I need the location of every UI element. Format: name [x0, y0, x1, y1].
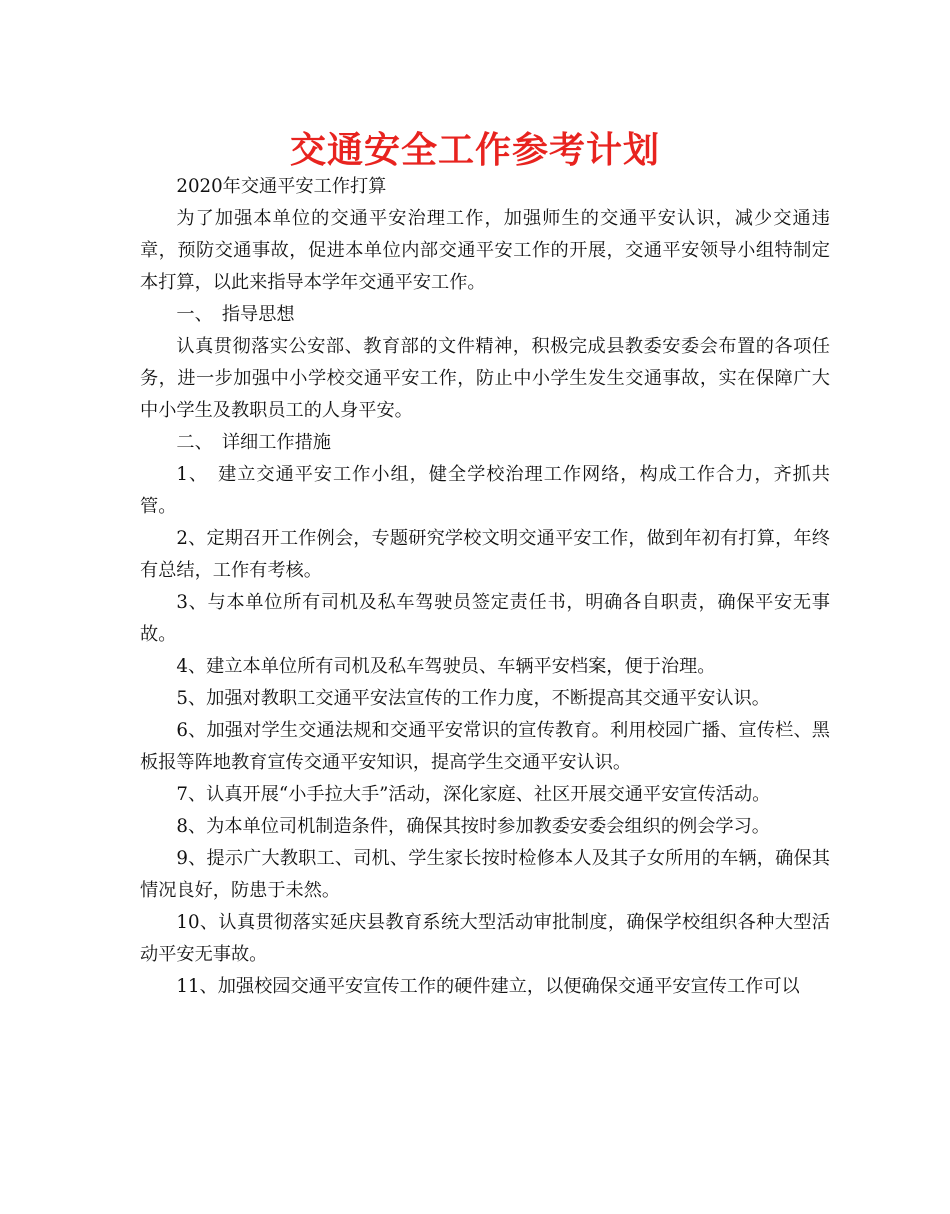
document-body — [140, 171, 830, 1003]
list-item-measure-11: 11、加强校园交通平安宣传工作的硬件建立，以便确保交通平安宣传工作可以 — [176, 976, 800, 997]
section-heading-measures: 二、 详细工作措施 — [176, 432, 331, 453]
list-item-measure-7: 7、认真开展“小手拉大手”活动，深化家庭、社区开展交通平安宣传活动。 — [176, 784, 771, 805]
section-heading-guiding-ideology: 一、 指导思想 — [176, 304, 295, 325]
list-item-measure-3: 3、与本单位所有司机及私车驾驶员签定责任书，明确各自职责，确保平安无事故。 — [140, 592, 830, 645]
list-item-measure-9: 9、提示广大教职工、司机、学生家长按时检修本人及其子女所用的车辆，确保其情况良好，防患于未然。 — [140, 848, 830, 901]
paragraph-subtitle: 2020年交通平安工作打算 — [176, 176, 387, 197]
document-title: 交通安全工作参考计划 — [289, 130, 660, 171]
paragraph-guiding-ideology: 认真贯彻落实公安部、教育部的文件精神，积极完成县教委安委会布置的各项任务，进一步加强中小学校交通平安工作，防止中小学生发生交通事故，实在保障广大中小学生及教职员工的人身平安。 — [140, 336, 830, 421]
list-item-measure-5: 5、加强对教职工交通平安法宣传的工作力度，不断提高其交通平安认识。 — [176, 688, 770, 709]
list-item-measure-8: 8、为本单位司机制造条件，确保其按时参加教委安委会组织的例会学习。 — [176, 816, 770, 837]
paragraph-intro: 为了加强本单位的交通平安治理工作，加强师生的交通平安认识，减少交通违章，预防交通事故，促进本单位内部交通平安工作的开展，交通平安领导小组特制定本打算，以此来指导本学年交通平安工作。 — [140, 208, 830, 293]
list-item-measure-1: 1、 建立交通平安工作小组，健全学校治理工作网络，构成工作合力，齐抓共管。 — [140, 464, 830, 517]
list-item-measure-2: 2、定期召开工作例会，专题研究学校文明交通平安工作，做到年初有打算，年终有总结，工作有考核。 — [140, 528, 830, 581]
list-item-measure-6: 6、加强对学生交通法规和交通平安常识的宣传教育。利用校园广播、宣传栏、黑板报等阵地教育宣传交通平安知识，提高学生交通平安认识。 — [140, 720, 830, 773]
list-item-measure-4: 4、建立本单位所有司机及私车驾驶员、车辆平安档案，便于治理。 — [176, 656, 716, 677]
list-item-measure-10: 10、认真贯彻落实延庆县教育系统大型活动审批制度，确保学校组织各种大型活动平安无事故。 — [140, 912, 830, 965]
